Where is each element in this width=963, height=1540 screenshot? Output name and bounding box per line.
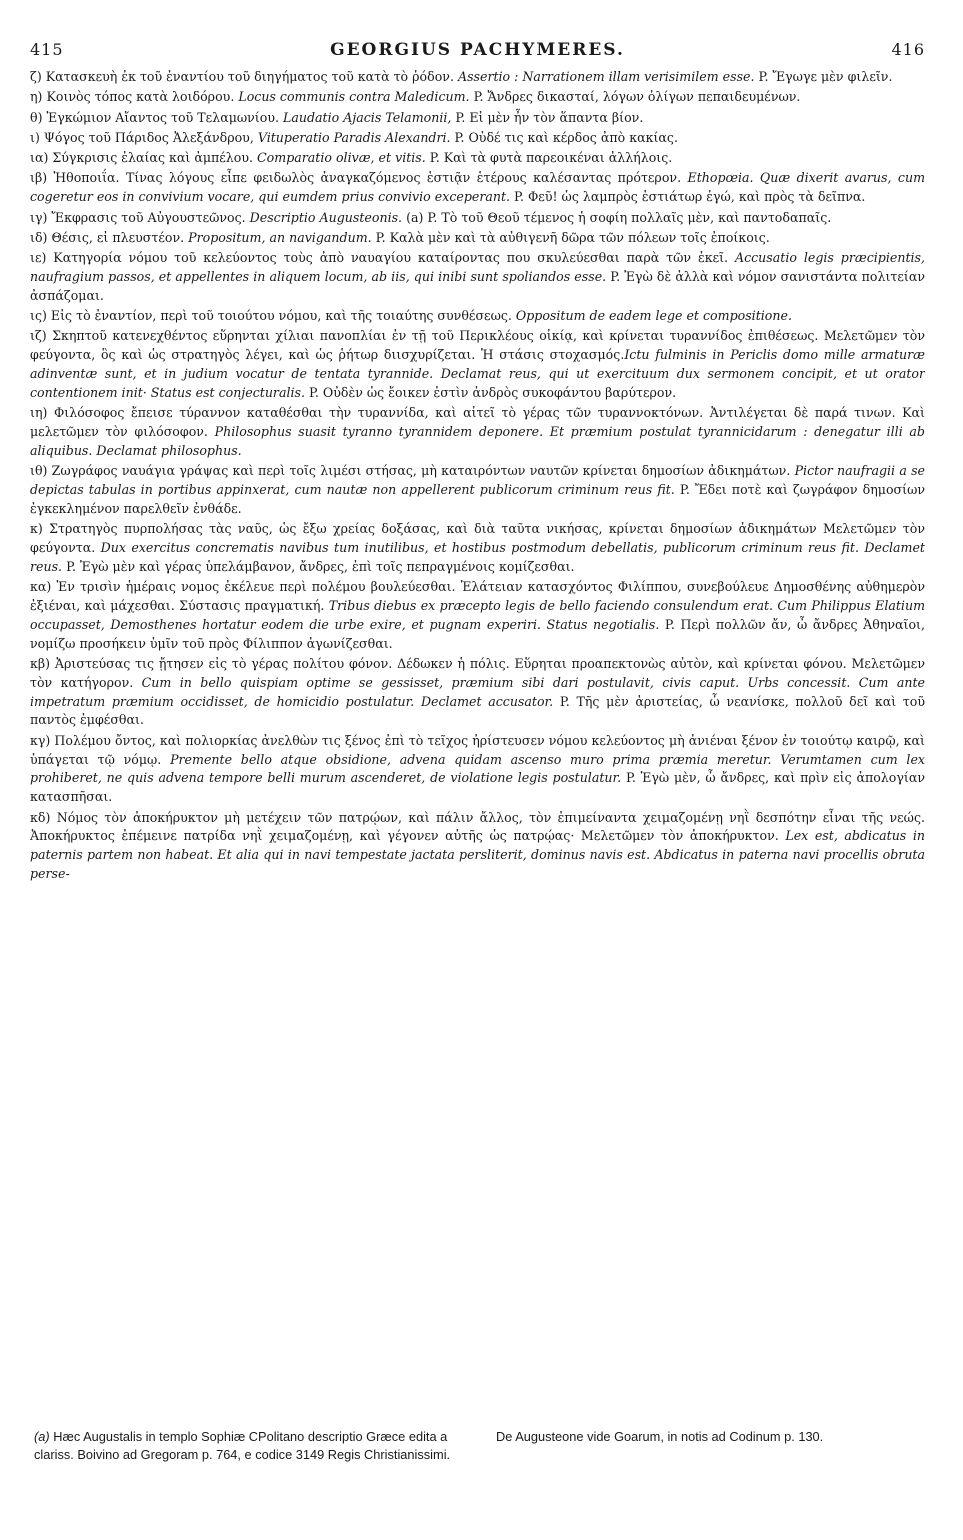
entry-latin-text: Locus communis contra Maledicum. <box>238 89 470 105</box>
entry-latin-text: Assertio : Narrationem illam verisimilem esse. <box>457 69 755 84</box>
entry-greek-text: Κατασκευὴ ἐκ τοῦ ἐναντίου τοῦ διηγήματος τοῦ κατὰ τὸ ῥόδον. <box>41 69 458 84</box>
entry-marker: ι) <box>30 129 40 145</box>
entry-marker: κδ) <box>30 809 51 825</box>
entry-marker: κγ) <box>30 732 51 748</box>
entry-marker: η) <box>30 89 43 105</box>
text-entry <box>30 327 925 402</box>
entry-greek-text: Σύγκρισις ἐλαίας καὶ ἀμπέλου. <box>48 150 258 166</box>
entry-greek-incipit: P. Φεῦ! ὡς λαμπρὸς ἑστιάτωρ ἐγώ, καὶ πρὸς τὰ δεῖπνα. <box>510 189 866 205</box>
entry-latin-text: Cum in bello quispiam optime se gessisset, præmium sibi dari postulavit, civis caput. Urbs concessit. Cum ante impetratum præmium occidisset, de homicidio postulatur. Declamet accusator. <box>30 674 925 709</box>
text-entry <box>30 404 925 461</box>
text-entry <box>30 249 925 306</box>
entry-greek-incipit: P. Περὶ πολλῶν ἄν, ὦ ἄνδρες Ἀθηναῖοι, νομίζω προσήκειν ὑμῖν τοῦ πρὸς Φίλιππον ἀγωνίζεσθαι. <box>30 616 925 651</box>
text-entry <box>30 307 925 326</box>
entry-latin-text: Premente bello atque obsidione, advena quidam ascenso muro prima præmia meretur. Verumtamen cum lex prohiberet, ne quis advena tempore belli murum ascenderet, de violatione legis postulatur. <box>30 751 925 786</box>
entry-greek-text: Ἐν τρισὶν ἡμέραις νομος ἐκέλευε περὶ πολέμου βουλεύεσθαι. Ἐλάτειαν κατασχόντος Φιλίππου, συνεβούλευε Δημοσθένης αὐθημερὸν ἐξιέναι, καὶ μάχεσθαι. Σύστασις πραγματική. <box>30 579 925 613</box>
entry-greek-text: Κοινὸς τόπος κατὰ λοιδόρου. <box>42 89 239 105</box>
entry-marker: ιβ) <box>30 170 48 186</box>
footnote-a-text: Hæc Augustalis in templo Sophiæ CPolitano descriptio Græce edita a clariss. Boivino ad Gregoram p. 764, e codice 3149 Regis Christianissimi. <box>34 1429 451 1463</box>
text-entry <box>30 809 925 884</box>
entry-greek-incipit: P. Οὐδέ τις καὶ κέρδος ἀπὸ κακίας. <box>450 129 678 145</box>
entry-greek-incipit: P. Εἰ μὲν ἦν τὸν ἅπαντα βίον. <box>451 109 644 125</box>
entry-greek-text: Νόμος τὸν ἀποκήρυκτον μὴ μετέχειν τῶν πατρῴων, καὶ πάλιν ἄλλος, τὸν ἐπιμείναντα χειμαζομένῃ νηῒ δεσπότην εἶναι τῆς νεώς. Ἀποκήρυκτος ἐπέμεινε πατρίδα νηῒ χειμαζομένῃ, καὶ γέγονεν αὐτῆς ὡς πατρῴας· Μελετῶμεν τὸν ἀποκήρυκτον. <box>30 809 925 844</box>
running-title: GEORGIUS PACHYMERES. <box>330 40 625 60</box>
entry-greek-incipit: P. Τῆς μὲν ἀριστείας, ὦ νεανίσκε, πολλοῦ δεῖ καὶ τοῦ παντὸς ἐμφέσθαι. <box>30 693 925 728</box>
entry-latin-text: Pictor naufragii a se depictas tabulas in portibus appinxerat, cum nautæ non appellerent publicorum criminum reus fit. <box>30 463 925 497</box>
text-entry <box>30 129 925 148</box>
text-entry <box>30 655 925 730</box>
entry-marker: κ) <box>30 521 43 537</box>
entry-latin-text: Accusatio legis præcipientis, naufragium passos, et appellentes in aliquem locum, ab iis, qui inibi sunt spoliandos esse. <box>30 250 925 284</box>
text-entry <box>30 462 925 519</box>
text-entry <box>30 578 925 653</box>
entry-latin-text: Ictu fulminis in Periclis domo mille armaturæ adinventæ sunt, et in judium vocatur de tentata tyrannide. Declamat reus, qui ut exercituum dux sermonem concipit, et ut orator contentionem init· Status est conjecturalis. <box>30 347 925 400</box>
page-number-right: 416 <box>891 40 925 59</box>
entry-greek-text: Ἐγκώμιον Αἴαντος τοῦ Τελαμωνίου. <box>42 109 283 125</box>
entry-latin-text: Philosophus suasit tyranno tyrannidem deponere. Et præmium postulat tyrannicidarum : denegatur illi ab aliquibus. Declamat philosophus. <box>30 424 925 458</box>
entry-marker: ιδ) <box>30 229 48 245</box>
entry-greek-text: Ἠθοποιΐα. Τίνας λόγους εἶπε φειδωλὸς ἀναγκαζόμενος ἑστιᾷν ἑτέρους καλέσαντας πρότερον. <box>47 170 688 186</box>
entry-latin-text: Ethopœia. Quæ dixerit avarus, cum cogeretur eos in convivium vocare, qui eumdem prius convivio exceperant. <box>30 170 925 205</box>
running-header <box>30 40 925 66</box>
page-number-left: 415 <box>30 40 64 59</box>
text-entry <box>30 88 925 107</box>
entry-marker: ιη) <box>30 405 48 421</box>
entry-latin-text: Comparatio olivæ, et vitis. <box>257 150 426 166</box>
entry-greek-incipit: P. Ἔδει ποτὲ καὶ ζωγράφον δημοσίων ἐγκεκλημένον παρελθεῖν ἐνθάδε. <box>30 481 925 516</box>
entry-greek-incipit: P. Ἐγὼ μὲν καὶ γέρας ὑπελάμβανον, ἄνδρες, ἐπὶ τοῖς πεπραγμένοις κομίζεσθαι. <box>62 558 575 574</box>
text-entry <box>30 229 925 248</box>
entry-greek-incipit: P. Ἄνδρες δικασταί, λόγων ὀλίγων πεπαιδευμένων. <box>469 89 801 105</box>
entry-greek-text: Στρατηγὸς πυρπολήσας τὰς ναῦς, ὡς ἔξω χρείας δοξάσας, καὶ διὰ ταῦτα νικήσας, κρίνεται δημοσίων ἀδικημάτων Μελετῶμεν τὸν φεύγοντα. <box>30 521 925 555</box>
footnote-a-label: (a) <box>34 1429 50 1444</box>
text-entry <box>30 520 925 577</box>
entry-greek-text: Ψόγος τοῦ Πάριδος Ἀλεξάνδρου, <box>39 129 258 145</box>
entry-greek-text: Εἰς τὸ ἐναντίον, περὶ τοῦ τοιούτου νόμου, καὶ τῆς τοιαύτης συνθέσεως. <box>46 308 516 324</box>
entry-greek-text: Σκηπτοῦ κατενεχθέντος εὕρηνται χίλιαι πανοπλίαι ἐν τῇ τοῦ Περικλέους οἰκίᾳ, καὶ κρίνεται τυραννίδος ἐπιθέσεως. Μελετῶμεν τὸν φεύγοντα, ὃς καὶ ὡς στρατηγὸς λέγει, καὶ ὡς ῥήτωρ διισχυρίζεται. Ἡ στάσις στοχασμός. <box>30 328 925 363</box>
entry-marker: κα) <box>30 579 52 595</box>
entry-latin-text: Tribus diebus ex præcepto legis de bello faciendo consulendum erat. Cum Philippus Elatium occupasset, Demosthenes hortatur eodem die urbe exire, et pugnam experiri. Status negotialis. <box>30 597 925 632</box>
entry-latin-text: Vituperatio Paradis Alexandri. <box>257 129 451 145</box>
entry-marker: θ) <box>30 109 43 125</box>
entry-greek-incipit: P. Ἐγὼ δὲ ἀλλὰ καὶ νόμον σανιστάντα πολιτείαν ἀσπάζομαι. <box>30 268 925 303</box>
text-entry <box>30 149 925 168</box>
entry-greek-text: Πολέμου ὄντος, καὶ πολιορκίας ἀνελθὼν τις ξένος ἐπὶ τὸ τεῖχος ἠρίστευσεν νόμου κελεύοντος μὴ ἀνιέναι ξένον ἐν τοιούτῳ καιρῷ, καὶ ὑπάγεται τῷ νόμῳ. <box>30 732 925 767</box>
entry-marker: ιγ) <box>30 209 48 225</box>
entry-greek-incipit: P. Οὐδὲν ὡς ἔοικεν ἐστὶν ἀνδρὸς συκοφάντου βαρύτερον. <box>304 384 677 400</box>
entry-latin-text: Propositum, an navigandum. <box>188 229 372 245</box>
entry-marker: ζ) <box>30 69 42 84</box>
entry-marker: ιε) <box>30 250 47 266</box>
entry-latin-text: Dux exercitus concrematis navibus tum inutilibus, et hostibus postmodum debellatis, publicorum criminum reus fit. Declamet reus. <box>30 539 925 574</box>
text-entry <box>30 109 925 128</box>
entry-greek-text: Κατηγορία νόμου τοῦ κελεύοντος τοὺς ἀπὸ ναυαγίου καταίροντας που σκυλεύεσθαι παρὰ τῶν ἐκεῖ. <box>46 250 735 266</box>
entry-greek-text: Ἔκφρασις τοῦ Αὐγουστεῶνος. <box>47 209 250 225</box>
entry-greek-incipit: P. Καλὰ μὲν καὶ τὰ αὐθιγενῆ δῶρα τῶν πόλεων τοῖς ἐποίκοις. <box>371 229 770 245</box>
text-entry <box>30 169 925 207</box>
text-entry <box>30 732 925 807</box>
footnote-a <box>34 1428 482 1465</box>
footnote-continuation: De Augusteone vide Goarum, in notis ad Codinum p. 130. <box>496 1429 824 1444</box>
entry-greek-text: Ζωγράφος ναυάγια γράψας καὶ περὶ τοῖς λιμέσι στήσας, μὴ καταιρόντων ναυτῶν κρίνεται δημοσίων ἀδικημάτων. <box>47 463 795 479</box>
entry-latin-text: Descriptio Augusteonis. <box>249 209 403 225</box>
entry-latin-text: Laudatio Ajacis Telamonii, <box>283 109 452 125</box>
entry-marker: ις) <box>30 308 47 324</box>
entry-marker: κβ) <box>30 655 51 671</box>
entry-marker: ιθ) <box>30 463 48 479</box>
entry-marker: ια) <box>30 150 49 166</box>
entry-greek-incipit: P. Ἔγωγε μὲν φιλεῖν. <box>754 69 893 84</box>
entry-greek-text: Ἀριστεύσας τις ᾔτησεν εἰς τὸ γέρας πολίτου φόνον. Δέδωκεν ἡ πόλις. Εὕρηται προαπεκτονὼς αὐτὸν, καὶ κρίνεται φόνου. Μελετῶμεν τὸν κατήγορον. <box>30 655 925 690</box>
text-entry <box>30 68 925 87</box>
entry-greek-incipit: P. Καὶ τὰ φυτὰ παρεοικέναι ἀλλήλοις. <box>425 150 673 166</box>
entry-latin-text: Lex est, abdicatus in paternis partem non habeat. Et alia qui in navi tempestate jactata persliterit, dominus navis est. Abdicatus in paterna navi procellis obruta perse- <box>30 828 925 882</box>
entry-greek-text: Φιλόσοφος ἔπεισε τύραννον καταθέσθαι τὴν τυραννίδα, καὶ αἰτεῖ τὸ γέρας τῶν τυραννοκτόνων. Ἀντιλέγεται δὲ παρά τινων. Καὶ μελετῶμεν τὸν φιλόσοφον. <box>30 405 925 439</box>
entry-latin-text: Oppositum de eadem lege et compositione. <box>515 308 792 324</box>
entry-greek-text: Θέσις, εἰ πλευστέον. <box>47 229 189 245</box>
entry-greek-incipit: P. Ἐγὼ μὲν, ὦ ἄνδρες, καὶ πρὶν εἰς ἀπολογίαν κατασπῆσαι. <box>30 770 925 805</box>
footnotes <box>34 1428 925 1508</box>
entry-greek-incipit: (a) P. Τὸ τοῦ Θεοῦ τέμενος ἡ σοφίη πολλαῖς μὲν, καὶ παντοδαπαῖς. <box>402 209 832 225</box>
entry-marker: ιζ) <box>30 328 47 344</box>
text-body <box>30 68 925 1410</box>
text-entry <box>30 209 925 228</box>
